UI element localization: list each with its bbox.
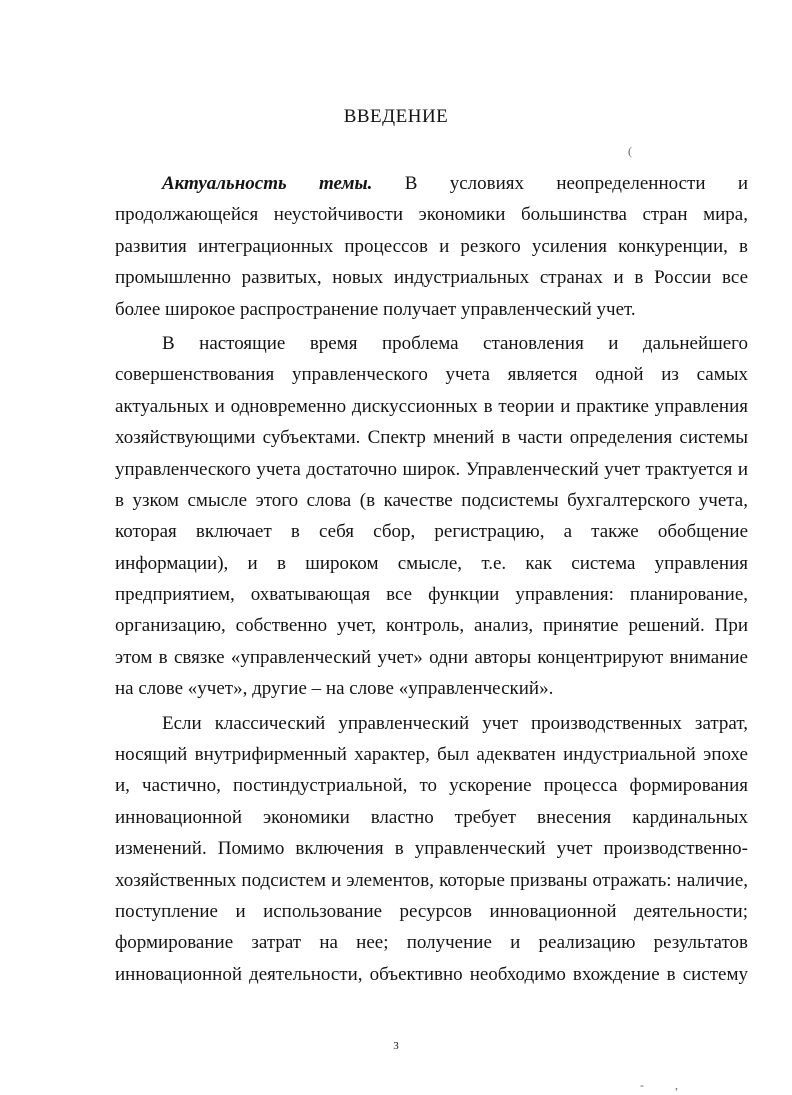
paragraph-line xyxy=(115,168,748,199)
paragraph-line: этом в связке «управленческий учет» одни авторы концентрируют внимание xyxy=(115,646,748,668)
paragraph-2 xyxy=(115,328,748,705)
paragraph-line: изменений. Помимо включения в управленческий учет производственно- xyxy=(115,838,748,860)
scan-mark-top: ( xyxy=(628,144,632,158)
paragraph-line: хозяйственных подсистем и элементов, которые призваны отражать: наличие, xyxy=(115,869,748,891)
paragraph-line: актуальных и одновременно дискуссионных в теории и практике управления xyxy=(115,395,748,417)
paragraph-line: и, частично, постиндустриальной, то ускорение процесса формирования xyxy=(115,775,748,797)
line-text: В условиях неопределенности и xyxy=(372,173,748,194)
paragraph-line: инновационной экономики властно требует внесения кардинальных xyxy=(115,806,748,828)
paragraph-line: в узком смысле этого слова (в качестве подсистемы бухгалтерского учета, xyxy=(115,489,748,511)
paragraph-line: которая включает в себя сбор, регистрацию, а также обобщение xyxy=(115,521,748,543)
paragraph-line: на слове «учет», другие – на слове «управленческий». xyxy=(115,678,554,700)
body-text xyxy=(115,168,748,990)
lead-emphasis: Актуальность темы. xyxy=(162,173,373,194)
page-number: 3 xyxy=(393,1040,399,1052)
paragraph-line: информации), и в широком смысле, т.е. как система управления xyxy=(115,552,748,574)
paragraph-line: промышленно развитых, новых индустриальных странах и в России все xyxy=(115,267,748,289)
paragraph-line: более широкое распространение получает управленческий учет. xyxy=(115,298,636,320)
paragraph-3 xyxy=(115,708,748,991)
paragraph-line: поступление и использование ресурсов инновационной деятельности; xyxy=(115,900,748,922)
paragraph-1 xyxy=(115,168,748,325)
paragraph-line: продолжающейся неустойчивости экономики большинства стран мира, xyxy=(115,204,748,226)
paragraph-line: Если классический управленческий учет производственных затрат, xyxy=(162,712,748,734)
scan-mark-bottom: - , xyxy=(640,1078,692,1092)
paragraph-line: В настоящие время проблема становления и дальнейшего xyxy=(162,332,748,354)
paragraph-line: предприятием, охватывающая все функции управления: планирование, xyxy=(115,584,748,606)
paragraph-line: развития интеграционных процессов и резкого усиления конкуренции, в xyxy=(115,235,748,257)
paragraph-line: инновационной деятельности, объективно необходимо вхождение в систему xyxy=(115,963,748,985)
paragraph-line: носящий внутрифирменный характер, был адекватен индустриальной эпохе xyxy=(115,744,748,766)
paragraph-line: совершенствования управленческого учета является одной из самых xyxy=(115,364,748,386)
paragraph-line: формирование затрат на нее; получение и реализацию результатов xyxy=(115,932,748,954)
paragraph-line: организацию, собственно учет, контроль, анализ, принятие решений. При xyxy=(115,615,748,637)
page-title: ВВЕДЕНИЕ xyxy=(343,106,449,127)
paragraph-line: хозяйствующими субъектами. Спектр мнений в части определения системы xyxy=(115,427,748,449)
paragraph-line: управленческого учета достаточно широк. Управленческий учет трактуется и xyxy=(115,458,748,480)
